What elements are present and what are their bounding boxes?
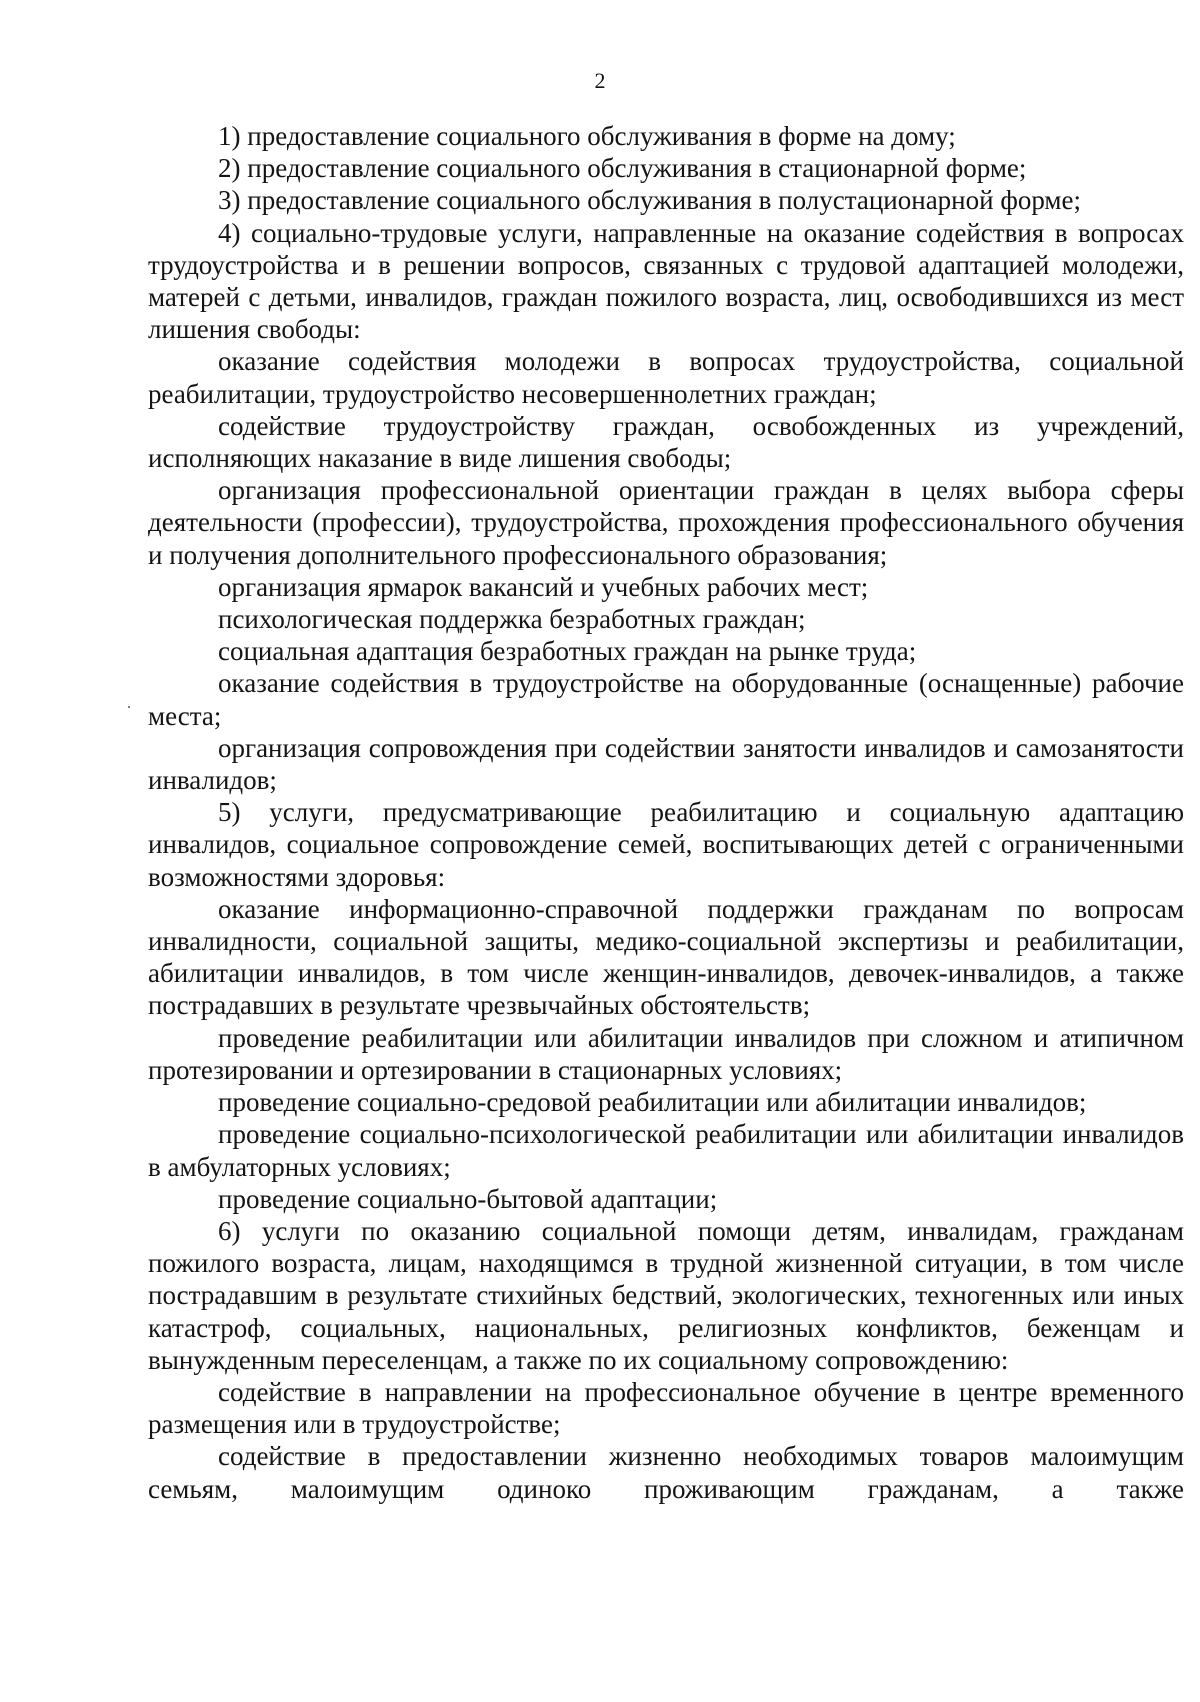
sub-item: проведение социально-средовой реабилитации или абилитации инвалидов; (218, 1087, 1087, 1118)
sub-item: проведение социально-бытовой адаптации; (218, 1183, 718, 1214)
document-body (148, 120, 1184, 1505)
sub-item: содействие трудоустройству граждан, освобожденных из учреждений, исполняющих наказание в виде лишения свободы; (148, 410, 1184, 474)
sub-item: организация ярмарок вакансий и учебных рабочих мест; (218, 571, 869, 602)
page-number: 2 (594, 68, 606, 93)
sub-item: проведение реабилитации или абилитации инвалидов при сложном и атипичном протезировании и ортезировании в стационарных условиях; (148, 1022, 1184, 1085)
sub-item: оказание информационно-справочной поддержки гражданам по вопросам инвалидности, социальной защиты, медико-социальной экспертизы и реабилитации, абилитации инвалидов, в том числе женщин-инвалидов, девочек-инвалидов, а также пострадавших в результате чрезвычайных обстоятельств; (148, 893, 1184, 1021)
list-item-3: 3) предоставление социального обслуживания в полустационарной форме; (218, 185, 1081, 216)
sub-item: оказание содействия в трудоустройстве на оборудованные (оснащенные) рабочие места; (148, 668, 1184, 731)
scan-speck (128, 706, 130, 708)
sub-item: психологическая поддержка безработных граждан; (218, 604, 806, 635)
sub-item: организация сопровождения при содействии занятости инвалидов и самозанятости инвалидов; (148, 732, 1184, 796)
sub-item: проведение социально-психологической реабилитации или абилитации инвалидов в амбулаторных условиях; (148, 1119, 1184, 1182)
list-item-5: 5) услуги, предусматривающие реабилитацию и социальную адаптацию инвалидов, социальное сопровождение семей, воспитывающих детей с ограниченными возможностями здоровья: (148, 797, 1184, 892)
list-item-2: 2) предоставление социального обслуживания в стационарной форме; (218, 153, 1027, 184)
list-item-1: 1) предоставление социального обслуживания в форме на дому; (218, 121, 956, 151)
sub-item: организация профессиональной ориентации граждан в целях выбора сферы деятельности (профессии), трудоустройства, прохождения профессионального обучения и получения дополнительного профессионального образования; (148, 475, 1184, 570)
sub-item: содействие в направлении на профессиональное обучение в центре временного размещения или в трудоустройстве; (148, 1376, 1184, 1440)
sub-item: социальная адаптация безработных граждан на рынке труда; (218, 636, 917, 667)
sub-item: оказание содействия молодежи в вопросах трудоустройства, социальной реабилитации, трудоустройство несовершеннолетних граждан; (148, 346, 1184, 409)
list-item-4: 4) социально-трудовые услуги, направленные на оказание содействия в вопросах трудоустройства и в решении вопросов, связанных с трудовой адаптацией молодежи, матерей с детьми, инвалидов, граждан пожилого возраста, лиц, освободившихся из мест лишения свободы: (148, 217, 1184, 345)
sub-item: содействие в предоставлении жизненно необходимых товаров малоимущим семьям, малоимущим одиноко проживающим гражданам, а также (148, 1441, 1184, 1504)
list-item-6: 6) услуги по оказанию социальной помощи детям, инвалидам, гражданам пожилого возраста, лицам, находящимся в трудной жизненной ситуации, в том числе пострадавшим в результате стихийных бедствий, экологических, техногенных или иных катастроф, социальных, национальных, религиозных конфликтов, беженцам и вынужденным переселенцам, а также по их социальному сопровождению: (148, 1215, 1184, 1375)
